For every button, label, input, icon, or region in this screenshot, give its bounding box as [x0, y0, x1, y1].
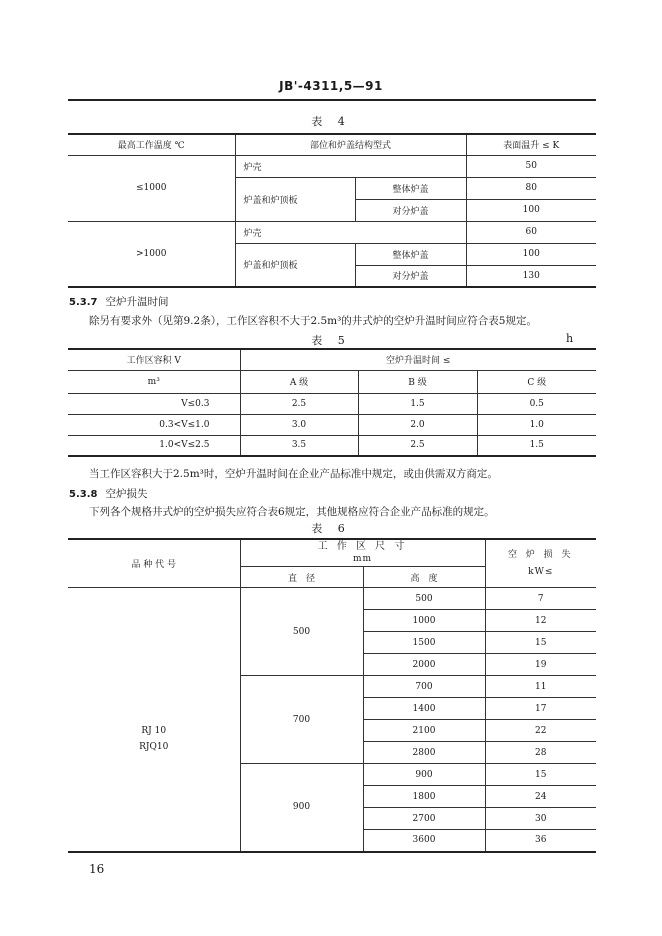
- table4-value-cell: 80: [466, 177, 596, 199]
- table6-height-cell: 2000: [363, 654, 485, 676]
- table5-value-cell: 0.5: [477, 393, 596, 414]
- table4-value-cell: 100: [466, 243, 596, 265]
- table5-header-volume: 工作区容积 V: [68, 349, 240, 370]
- table4-sub-cell: 对分炉盖: [355, 199, 466, 221]
- page-number: 16: [89, 862, 105, 876]
- table6-loss-cell: 17: [485, 698, 596, 720]
- table6-diameter-cell: 700: [240, 676, 363, 764]
- table6-height-cell: 1500: [363, 632, 485, 654]
- table6-header-size: [240, 539, 485, 567]
- standard-number: JB'-4311,5—91: [279, 79, 383, 93]
- section-5-3-8-text: 下列各个规格井式炉的空炉损失应符合表6规定，其他规格应符合企业产品标准的规定。: [89, 506, 495, 518]
- section-title: 空炉升温时间: [105, 296, 169, 308]
- table6-loss-cell: 22: [485, 720, 596, 742]
- table4: [68, 133, 596, 288]
- table6-height-cell: 3600: [363, 830, 485, 852]
- table6-loss-cell: 19: [485, 654, 596, 676]
- table4-value-cell: 130: [466, 265, 596, 287]
- model-code: RJQ10: [139, 742, 169, 753]
- table5-header-volume-unit: m³: [68, 370, 240, 393]
- section-number: 5.3.8: [69, 489, 98, 500]
- table6-header-height: 高 度: [363, 567, 485, 588]
- table6-diameter-cell: 500: [240, 588, 363, 676]
- table6-height-cell: 1800: [363, 786, 485, 808]
- table6-loss-cell: 15: [485, 764, 596, 786]
- table5: [68, 348, 596, 457]
- table5-value-cell: 1.0: [477, 414, 596, 435]
- table5-value-cell: 3.0: [240, 414, 358, 435]
- table4-caption: 表 4: [311, 115, 351, 128]
- table6-header-model: 品 种 代 号: [68, 539, 240, 588]
- table6: [68, 538, 596, 853]
- table6-header-size-label: 工 作 区 尺 寸: [317, 541, 408, 552]
- table6-header-loss-unit: kW≤: [528, 566, 554, 577]
- table6-header-size-unit: mm: [352, 554, 373, 564]
- section-5-3-8-heading: [69, 486, 147, 501]
- table6-model-cell: [68, 588, 240, 852]
- table4-value-cell: 50: [466, 155, 596, 177]
- table4-value-cell: 100: [466, 199, 596, 221]
- section-5-3-7-heading: [69, 294, 168, 309]
- table6-loss-cell: 15: [485, 632, 596, 654]
- table5-value-cell: 1.5: [477, 435, 596, 456]
- table6-loss-cell: 30: [485, 808, 596, 830]
- table5-value-cell: 2.0: [358, 414, 477, 435]
- table5-grade-c: C 级: [477, 370, 596, 393]
- table5-value-cell: 2.5: [240, 393, 358, 414]
- table6-diameter-cell: 900: [240, 764, 363, 852]
- table5-volume-cell: V≤0.3: [68, 393, 240, 414]
- table6-header-loss: [485, 539, 596, 588]
- table5-value-cell: 3.5: [240, 435, 358, 456]
- table4-temperature-cell: ≤1000: [68, 155, 235, 221]
- model-code: RJ 10: [141, 726, 167, 737]
- table6-height-cell: 2100: [363, 720, 485, 742]
- table4-temperature-cell: >1000: [68, 221, 235, 287]
- table6-loss-cell: 11: [485, 676, 596, 698]
- table4-part-cell: 炉盖和炉顶板: [235, 177, 355, 221]
- table6-height-cell: 700: [363, 676, 485, 698]
- table5-header-time: 空炉升温时间 ≤: [240, 349, 596, 370]
- table4-part-cell: 炉壳: [235, 221, 466, 243]
- table6-header-diameter: 直 径: [240, 567, 363, 588]
- table4-part-cell: 炉壳: [235, 155, 466, 177]
- table6-height-cell: 1000: [363, 610, 485, 632]
- table5-note: 当工作区容积大于2.5m³时，空炉升温时间在企业产品标准中规定，或由供需双方商定。: [89, 468, 498, 480]
- table4-header-temperature: 最高工作温度 ℃: [68, 134, 235, 155]
- table4-header-temperature-rise: 表面温升 ≤ K: [466, 134, 596, 155]
- section-number: 5.3.7: [69, 297, 98, 308]
- table5-caption: 表 5: [311, 334, 351, 347]
- table6-loss-cell: 7: [485, 588, 596, 610]
- table5-grade-a: A 级: [240, 370, 358, 393]
- table6-loss-cell: 12: [485, 610, 596, 632]
- table6-height-cell: 2700: [363, 808, 485, 830]
- table6-height-cell: 500: [363, 588, 485, 610]
- table5-volume-cell: 1.0<V≤2.5: [68, 435, 240, 456]
- table4-part-cell: 炉盖和炉顶板: [235, 243, 355, 287]
- table6-height-cell: 900: [363, 764, 485, 786]
- table6-header-loss-label: 空 炉 损 失: [507, 549, 574, 560]
- table4-sub-cell: 整体炉盖: [355, 243, 466, 265]
- table4-sub-cell: 对分炉盖: [355, 265, 466, 287]
- table6-loss-cell: 28: [485, 742, 596, 764]
- table4-value-cell: 60: [466, 221, 596, 243]
- table5-unit: h: [566, 332, 574, 345]
- section-title: 空炉损失: [105, 488, 148, 500]
- table6-height-cell: 1400: [363, 698, 485, 720]
- header-rule: [68, 99, 596, 101]
- table6-loss-cell: 36: [485, 830, 596, 852]
- table4-header-part: 部位和炉盖结构型式: [235, 134, 466, 155]
- table5-volume-cell: 0.3<V≤1.0: [68, 414, 240, 435]
- table5-value-cell: 2.5: [358, 435, 477, 456]
- table5-grade-b: B 级: [358, 370, 477, 393]
- section-5-3-7-text: 除另有要求外（见第9.2条），工作区容积不大于2.5m³的井式炉的空炉升温时间应符合表5规定。: [89, 315, 537, 327]
- table6-height-cell: 2800: [363, 742, 485, 764]
- table6-caption: 表 6: [311, 522, 351, 535]
- table5-value-cell: 1.5: [358, 393, 477, 414]
- table4-sub-cell: 整体炉盖: [355, 177, 466, 199]
- table6-loss-cell: 24: [485, 786, 596, 808]
